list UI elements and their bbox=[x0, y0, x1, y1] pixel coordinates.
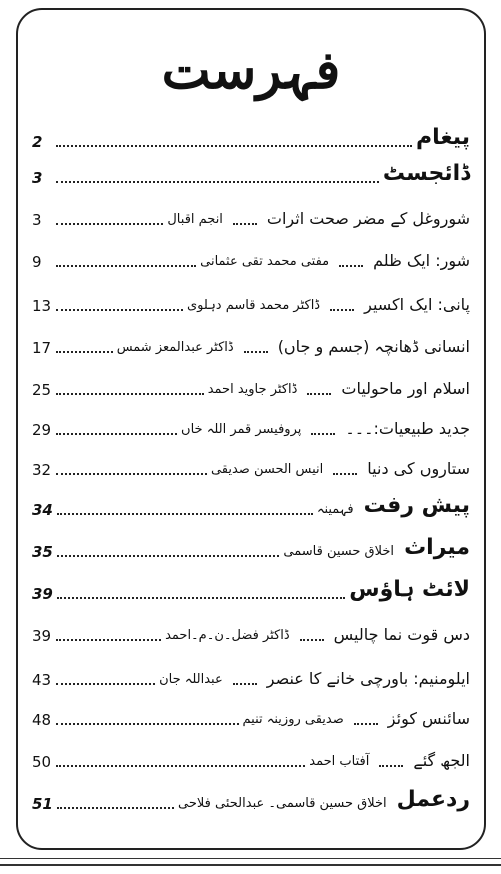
toc-author-leader bbox=[333, 472, 357, 475]
toc-section-title: پیش رفت bbox=[363, 493, 470, 518]
toc-author-leader bbox=[330, 308, 354, 311]
toc-section-row bbox=[32, 122, 470, 152]
footer-rule-thin bbox=[0, 858, 501, 859]
toc-text-block bbox=[383, 160, 470, 188]
toc-leader-dots bbox=[57, 512, 313, 515]
toc-entry-author: ڈاکٹر محمد قاسم دہلوی bbox=[187, 298, 321, 313]
toc-text-block bbox=[208, 378, 470, 400]
toc-text-block bbox=[167, 208, 470, 230]
toc-section-title: میراث bbox=[404, 535, 470, 560]
toc-leader-dots bbox=[57, 806, 174, 809]
toc-page-number: 34 bbox=[32, 501, 53, 519]
toc-author-leader bbox=[354, 722, 378, 725]
toc-entry-author: ڈاکٹر فضل۔ن۔م۔احمد bbox=[165, 628, 290, 643]
toc-page-number: 48 bbox=[32, 711, 52, 729]
toc-page-number: 39 bbox=[32, 627, 52, 645]
footer-rule-thick bbox=[0, 864, 501, 866]
toc-leader-dots bbox=[56, 472, 207, 475]
toc-entry-row bbox=[32, 616, 470, 646]
toc-author-leader bbox=[339, 264, 363, 267]
toc-page-number: 32 bbox=[32, 461, 52, 479]
toc-leader-dots bbox=[56, 392, 204, 395]
toc-leader-dots bbox=[56, 350, 113, 353]
toc-author-leader bbox=[379, 764, 403, 767]
toc-entry-row bbox=[32, 660, 470, 690]
toc-entry-author: فہمینہ bbox=[316, 502, 354, 517]
toc-page-number: 43 bbox=[32, 671, 52, 689]
toc-section-row bbox=[32, 574, 470, 604]
toc-entry-author: پروفیسر قمر اللہ خاں bbox=[181, 422, 302, 437]
toc-entry-author: انیس الحسن صدیقی bbox=[210, 462, 324, 477]
toc-text-block bbox=[117, 336, 470, 358]
toc-section-title: لائٹ ہاؤس bbox=[349, 577, 470, 602]
toc-entry-row bbox=[32, 370, 470, 400]
page-title: فہرست bbox=[161, 40, 341, 101]
toc-leader-dots bbox=[56, 722, 239, 725]
toc-leader-dots bbox=[56, 682, 155, 685]
toc-page-number: 17 bbox=[32, 339, 52, 357]
toc-page-number: 3 bbox=[32, 211, 42, 229]
toc-section-row bbox=[32, 490, 470, 520]
toc-page-number: 13 bbox=[32, 297, 52, 315]
toc-text-block bbox=[283, 534, 470, 562]
toc-entry-row bbox=[32, 242, 470, 272]
toc-entry-title: شور: ایک ظلم bbox=[373, 251, 470, 270]
toc-text-block bbox=[165, 624, 470, 646]
toc-page-number: 25 bbox=[32, 381, 52, 399]
toc-text-block bbox=[243, 708, 470, 730]
toc-entry-title: شوروغل کے مضر صحت اثرات bbox=[266, 209, 470, 228]
toc-author-leader bbox=[311, 432, 335, 435]
toc-entry-row bbox=[32, 410, 470, 440]
toc-page-number: 39 bbox=[32, 585, 53, 603]
toc-text-block bbox=[178, 786, 470, 814]
toc-section-row bbox=[32, 784, 470, 814]
toc-entry-author: اخلاق حسین قاسمی bbox=[283, 544, 395, 559]
toc-entry-row bbox=[32, 200, 470, 230]
toc-leader-dots bbox=[57, 596, 345, 599]
toc-page-number: 29 bbox=[32, 421, 52, 439]
toc-entry-author: انجم اقبال bbox=[167, 212, 223, 227]
toc-entry-title: ایلومنیم: باورچی خانے کا عنصر bbox=[266, 669, 470, 688]
toc-author-leader bbox=[244, 350, 268, 353]
toc-page-number: 9 bbox=[32, 253, 42, 271]
toc-page-number: 3 bbox=[32, 169, 43, 187]
toc-author-leader bbox=[307, 392, 331, 395]
toc-text-block bbox=[187, 294, 470, 316]
toc-text-block bbox=[416, 124, 470, 152]
toc-author-leader bbox=[300, 638, 324, 641]
toc-page-number: 50 bbox=[32, 753, 52, 771]
toc-text-block bbox=[317, 492, 470, 520]
toc-section-row bbox=[32, 532, 470, 562]
toc-section-title: ردعمل bbox=[396, 787, 470, 812]
toc-entry-title: دس قوت نما چالیس bbox=[333, 625, 470, 644]
toc-text-block bbox=[211, 458, 470, 480]
toc-entry-author: ڈاکٹر عبدالمعز شمس bbox=[116, 340, 234, 355]
toc-page-number: 2 bbox=[32, 133, 43, 151]
toc-entry-title: جدید طبیعیات:۔۔۔ bbox=[345, 419, 470, 438]
toc-leader-dots bbox=[56, 264, 196, 267]
toc-leader-dots bbox=[57, 554, 280, 557]
toc-entry-author: ڈاکٹر جاوید احمد bbox=[207, 382, 298, 397]
toc-entry-title: پانی: ایک اکسیر bbox=[364, 295, 470, 314]
toc-entry-title: سائنس کوئز bbox=[387, 709, 470, 728]
toc-author-leader bbox=[233, 222, 257, 225]
toc-entry-row bbox=[32, 700, 470, 730]
toc-leader-dots bbox=[56, 180, 379, 183]
toc-leader-dots bbox=[56, 764, 305, 767]
toc-author-leader bbox=[233, 682, 257, 685]
toc-entry-author: عبداللہ جان bbox=[159, 672, 223, 687]
toc-entry-title: اسلام اور ماحولیات bbox=[341, 379, 470, 398]
toc-page-number: 51 bbox=[32, 795, 53, 813]
toc-leader-dots bbox=[56, 432, 177, 435]
toc-leader-dots bbox=[56, 222, 163, 225]
toc-entry-title: ستاروں کی دنیا bbox=[367, 459, 470, 478]
toc-entry-author: آفتاب احمد bbox=[309, 754, 370, 769]
toc-entry-author: صدیقی روزینہ تنیم bbox=[242, 712, 344, 727]
toc-entry-row bbox=[32, 742, 470, 772]
toc-entry-title: انسانی ڈھانچہ (جسم و جاں) bbox=[277, 337, 470, 356]
toc-section-title: ڈائجسٹ bbox=[382, 161, 470, 186]
toc-section-title: پیغام bbox=[415, 125, 470, 150]
toc-frame bbox=[16, 8, 486, 850]
toc-page-number: 35 bbox=[32, 543, 53, 561]
toc-leader-dots bbox=[56, 308, 183, 311]
toc-text-block bbox=[349, 576, 470, 604]
toc-text-block bbox=[159, 668, 470, 690]
toc-entry-row bbox=[32, 286, 470, 316]
toc-entry-row bbox=[32, 328, 470, 358]
toc-entry-author: مفتی محمد تقی عثمانی bbox=[200, 254, 330, 269]
toc-text-block bbox=[200, 250, 470, 272]
toc-text-block bbox=[309, 750, 470, 772]
toc-leader-dots bbox=[56, 144, 412, 147]
toc-entry-title: الجھ گئے bbox=[413, 751, 470, 770]
toc-entry-author: اخلاق حسین قاسمی۔ عبدالحئی فلاحی bbox=[178, 796, 387, 811]
toc-section-row bbox=[32, 158, 470, 188]
toc-entry-row bbox=[32, 450, 470, 480]
toc-text-block bbox=[181, 418, 470, 440]
toc-leader-dots bbox=[56, 638, 161, 641]
